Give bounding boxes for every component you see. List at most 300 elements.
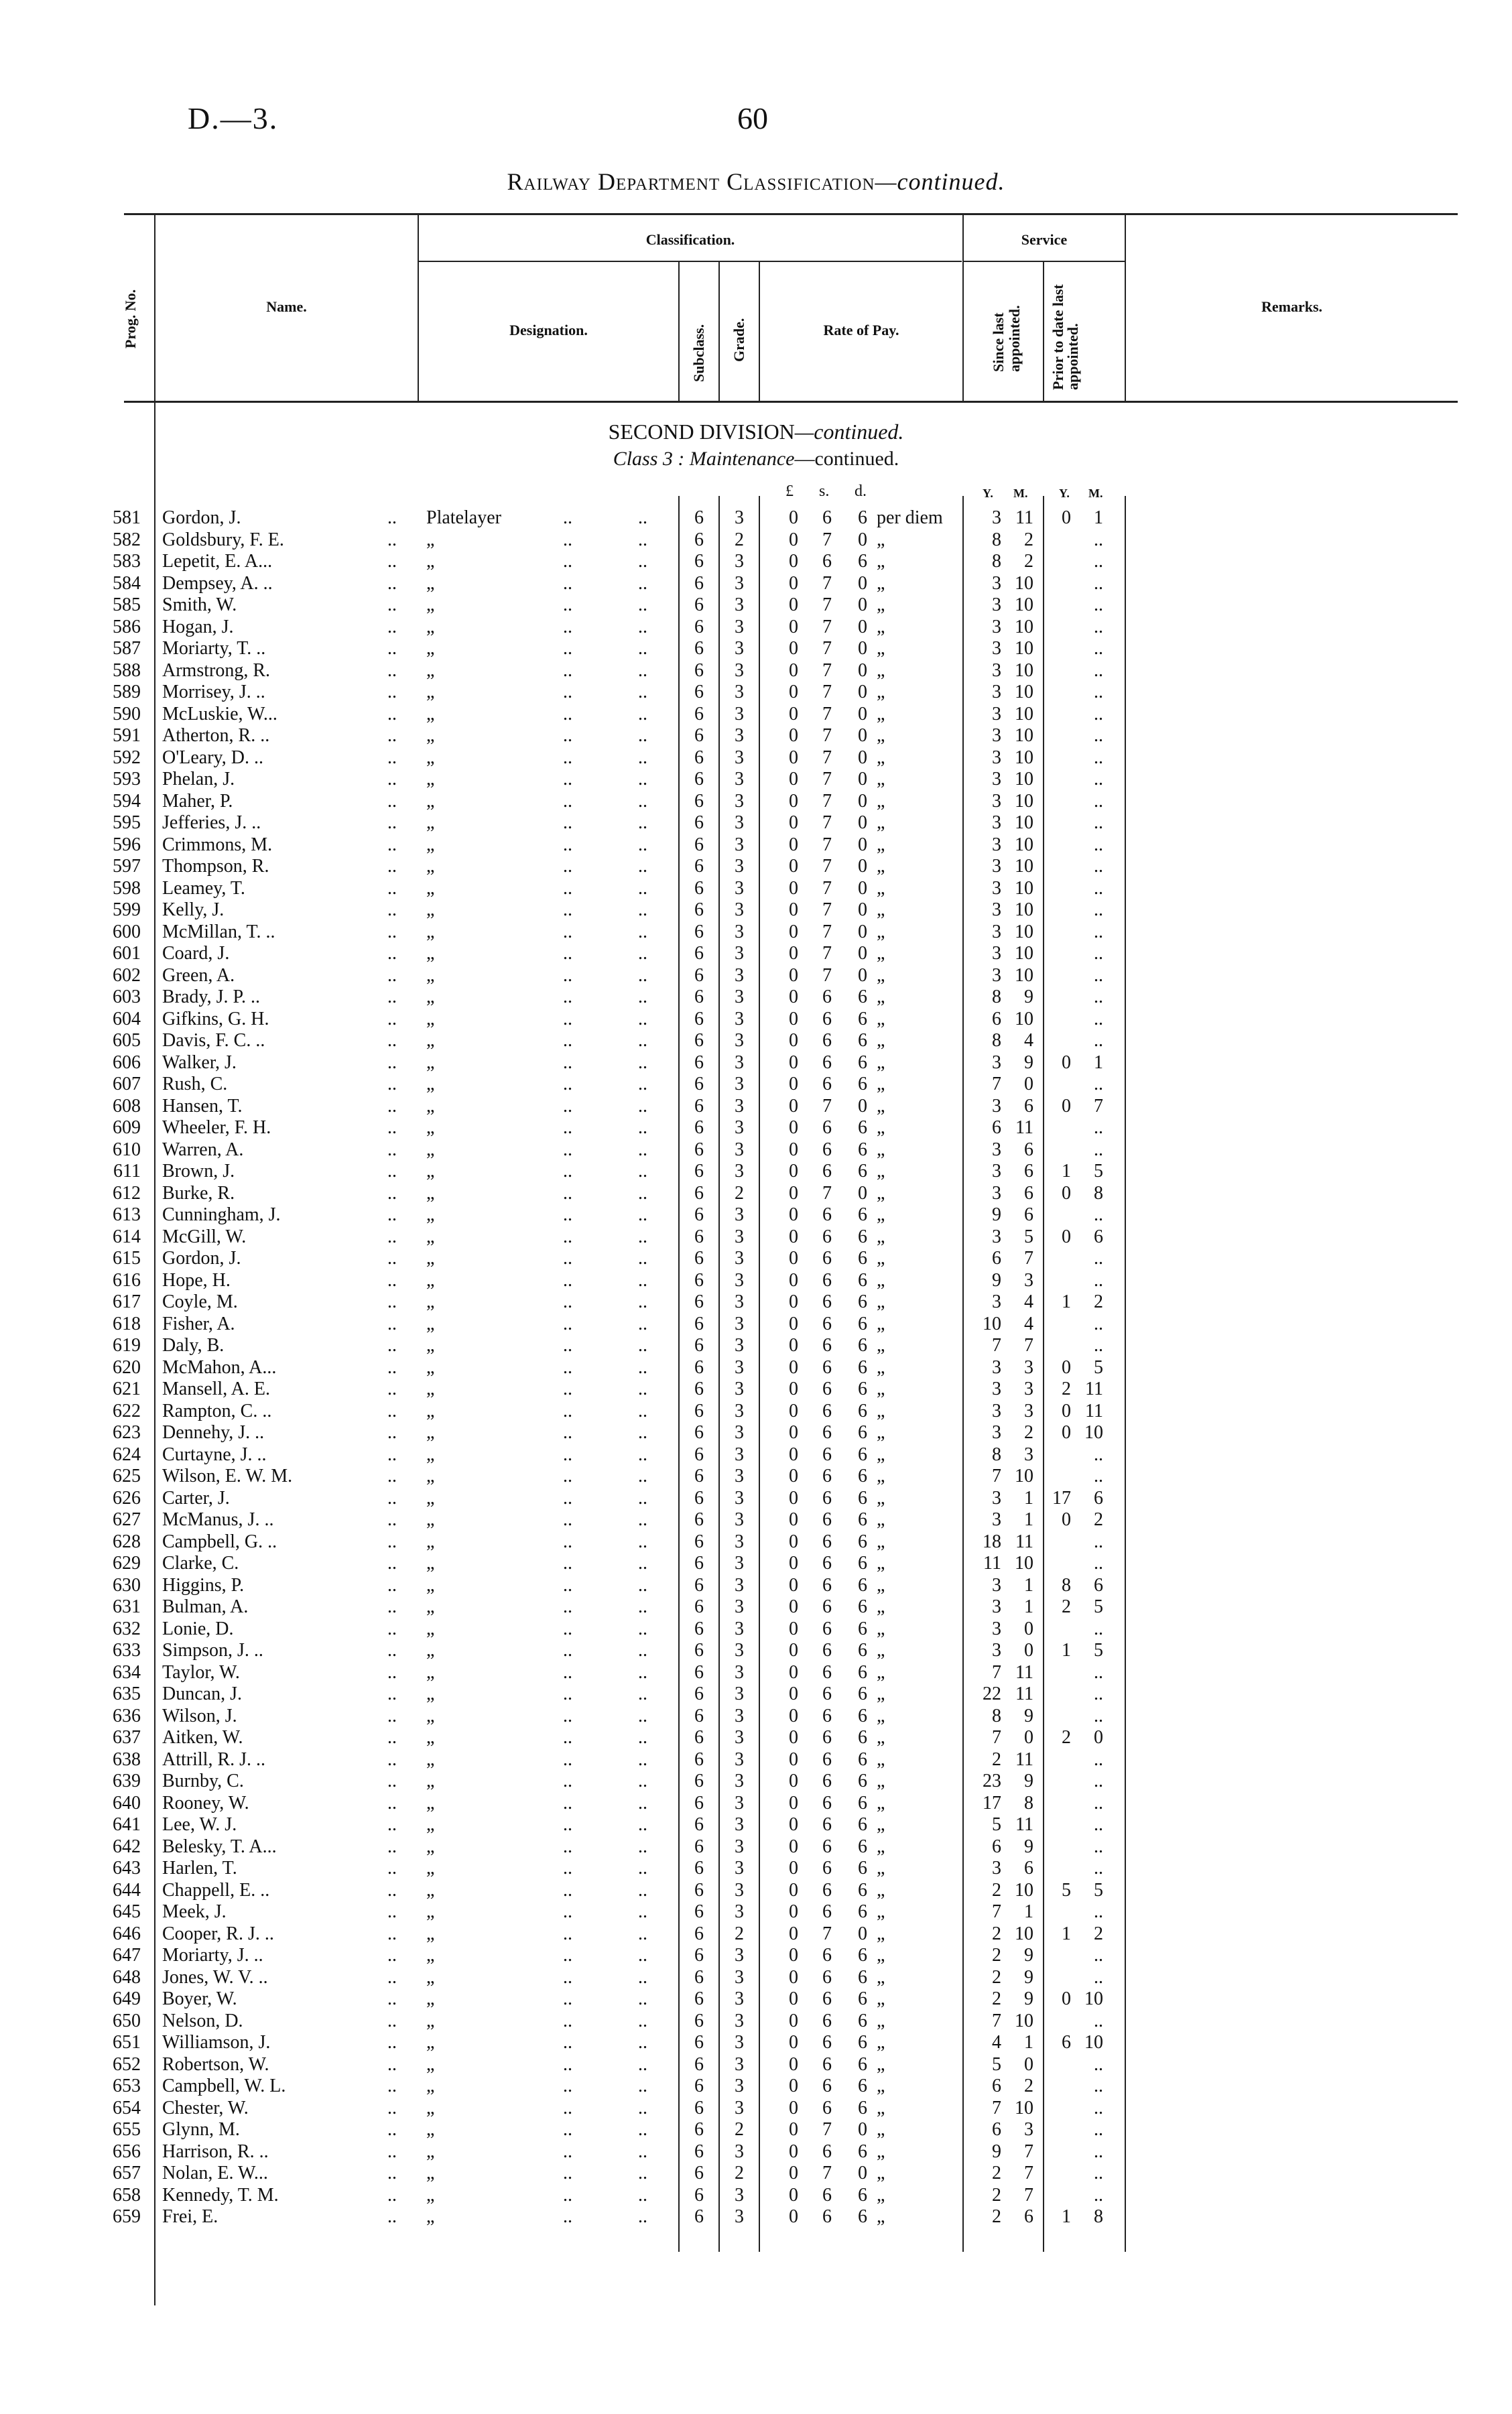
pay-pence: 6 — [858, 1684, 867, 1704]
leader-dots: .. — [387, 2206, 397, 2227]
prior-months: 6 — [1094, 1574, 1103, 1596]
table-row — [0, 1161, 1512, 1183]
pay-pounds: 0 — [789, 1792, 798, 1814]
table-row — [0, 573, 1512, 595]
leader-dots: .. — [563, 1095, 572, 1117]
leader-dots: .. — [387, 2141, 397, 2162]
pay-shillings: 6 — [822, 1400, 832, 1421]
subclass: 6 — [694, 1313, 704, 1334]
leader-dots: .. — [387, 812, 397, 833]
leader-dots: .. — [563, 1901, 572, 1922]
since-months: 11 — [1015, 1531, 1033, 1552]
pay-unit: „ — [877, 2119, 885, 2140]
pay-pounds: 0 — [789, 790, 798, 812]
leader-dots: .. — [638, 1749, 647, 1770]
staff-name: Dennehy, J. .. — [162, 1422, 265, 1443]
leader-dots: .. — [387, 834, 397, 855]
prog-number: 593 — [113, 769, 141, 789]
pay-unit: „ — [877, 1705, 885, 1726]
pay-pence: 6 — [858, 1487, 867, 1509]
subclass: 6 — [694, 2097, 704, 2118]
prior-months: .. — [1094, 964, 1103, 986]
pay-unit: „ — [877, 529, 885, 550]
grade: 3 — [735, 2184, 744, 2206]
since-months: 3 — [1024, 1400, 1033, 1421]
leader-dots: .. — [638, 1182, 647, 1204]
pay-unit: „ — [877, 1727, 885, 1748]
pay-unit: „ — [877, 1988, 885, 2009]
subclass: 6 — [694, 1052, 704, 1073]
staff-name: Davis, F. C. .. — [162, 1030, 265, 1051]
since-months: 0 — [1024, 1074, 1033, 1094]
leader-dots: .. — [638, 682, 647, 702]
pay-pence: 0 — [858, 769, 867, 789]
designation: „ — [426, 594, 435, 615]
prior-years: 0 — [1062, 1356, 1071, 1378]
leader-dots: .. — [387, 1356, 397, 1378]
leader-dots: .. — [638, 964, 647, 986]
pay-pounds: 0 — [789, 1858, 798, 1879]
subclass: 6 — [694, 856, 704, 877]
since-months: 10 — [1015, 812, 1033, 833]
pay-pounds: 0 — [789, 834, 798, 855]
division-name: SECOND DIVISION — [608, 420, 795, 444]
prog-number: 659 — [113, 2206, 141, 2227]
since-years: 3 — [992, 1379, 1001, 1399]
leader-dots: .. — [387, 1422, 397, 1443]
leader-dots: .. — [563, 2053, 572, 2075]
table-row — [0, 878, 1512, 900]
pay-shillings: 7 — [822, 943, 832, 964]
subclass: 6 — [694, 551, 704, 572]
subclass: 6 — [694, 812, 704, 833]
prior-months: .. — [1094, 2097, 1103, 2118]
leader-dots: .. — [387, 790, 397, 812]
prog-number: 652 — [113, 2053, 141, 2075]
leader-dots: .. — [563, 790, 572, 812]
table-row — [0, 834, 1512, 856]
subclass: 6 — [694, 1139, 704, 1160]
since-months: 10 — [1015, 899, 1033, 920]
staff-name: Duncan, J. — [162, 1684, 242, 1704]
leader-dots: .. — [638, 1836, 647, 1857]
pay-pence: 0 — [858, 834, 867, 855]
prog-number: 615 — [113, 1248, 141, 1269]
since-years: 8 — [992, 987, 1001, 1007]
since-months: 1 — [1024, 1596, 1033, 1617]
grade: 2 — [735, 2163, 744, 2183]
since-months: 4 — [1024, 1291, 1033, 1312]
subclass: 6 — [694, 1444, 704, 1465]
pay-shillings: 6 — [822, 2184, 832, 2206]
unit-months-prior: M. — [1088, 487, 1103, 500]
pay-pence: 6 — [858, 1727, 867, 1748]
since-years: 3 — [992, 856, 1001, 877]
pay-pence: 6 — [858, 2076, 867, 2096]
since-years: 22 — [983, 1684, 1001, 1704]
leader-dots: .. — [387, 1139, 397, 1160]
leader-dots: .. — [387, 551, 397, 572]
pay-pence: 6 — [858, 1574, 867, 1596]
grade: 3 — [735, 2206, 744, 2227]
prior-months: .. — [1094, 1858, 1103, 1879]
prior-years: 17 — [1052, 1487, 1071, 1509]
prior-years: 1 — [1062, 1291, 1071, 1312]
pay-shillings: 6 — [822, 1879, 832, 1901]
since-months: 9 — [1024, 1836, 1033, 1857]
leader-dots: .. — [387, 1596, 397, 1617]
since-months: 7 — [1024, 2163, 1033, 2183]
grade: 3 — [735, 877, 744, 899]
leader-dots: .. — [638, 551, 647, 572]
pay-pence: 0 — [858, 594, 867, 615]
table-row — [0, 1291, 1512, 1314]
table-row — [0, 2206, 1512, 2228]
pay-pounds: 0 — [789, 2076, 798, 2096]
leader-dots: .. — [387, 1466, 397, 1486]
pay-shillings: 7 — [822, 725, 832, 746]
staff-name: Nolan, E. W... — [162, 2163, 268, 2183]
pay-unit: „ — [877, 1661, 885, 1683]
prior-months: 6 — [1094, 1226, 1103, 1247]
pay-unit: „ — [877, 2053, 885, 2075]
pay-shillings: 7 — [822, 682, 832, 702]
staff-name: Brown, J. — [162, 1161, 235, 1182]
since-years: 18 — [983, 1531, 1001, 1552]
subclass: 6 — [694, 2141, 704, 2162]
pay-pounds: 0 — [789, 638, 798, 659]
since-years: 3 — [992, 834, 1001, 855]
table-row — [0, 2011, 1512, 2033]
table-row — [0, 507, 1512, 529]
leader-dots: .. — [563, 899, 572, 920]
leader-dots: .. — [563, 2032, 572, 2053]
prior-months: .. — [1094, 1836, 1103, 1857]
subclass: 6 — [694, 1923, 704, 1944]
designation: „ — [426, 1161, 435, 1182]
leader-dots: .. — [638, 2097, 647, 2118]
leader-dots: .. — [387, 964, 397, 986]
pay-pence: 6 — [858, 2206, 867, 2227]
prior-months: .. — [1094, 1204, 1103, 1225]
pay-pence: 0 — [858, 2163, 867, 2183]
staff-name: Cunningham, J. — [162, 1204, 281, 1225]
grade: 3 — [735, 769, 744, 789]
prior-months: .. — [1094, 616, 1103, 637]
table-row — [0, 1379, 1512, 1401]
pay-shillings: 6 — [822, 2141, 832, 2162]
since-years: 6 — [992, 1248, 1001, 1269]
since-years: 2 — [992, 2184, 1001, 2206]
table-row — [0, 769, 1512, 791]
prog-number: 597 — [113, 856, 141, 877]
pay-pounds: 0 — [789, 1727, 798, 1748]
prog-number: 618 — [113, 1313, 141, 1334]
pay-shillings: 6 — [822, 1618, 832, 1639]
pay-unit: „ — [877, 987, 885, 1007]
grade: 3 — [735, 572, 744, 594]
pay-pounds: 0 — [789, 725, 798, 746]
pay-pence: 6 — [858, 1466, 867, 1486]
since-months: 9 — [1024, 1771, 1033, 1791]
leader-dots: .. — [563, 812, 572, 833]
since-months: 6 — [1024, 1095, 1033, 1117]
leader-dots: .. — [387, 2053, 397, 2075]
prior-months: 2 — [1094, 1923, 1103, 1944]
leader-dots: .. — [563, 2076, 572, 2096]
designation: „ — [426, 551, 435, 572]
pay-shillings: 6 — [822, 2010, 832, 2031]
pay-unit: „ — [877, 2163, 885, 2183]
prog-number: 617 — [113, 1291, 141, 1312]
header-bottom-rule — [124, 401, 1458, 403]
pay-shillings: 6 — [822, 2097, 832, 2118]
unit-pound: £ — [785, 483, 794, 500]
designation: „ — [426, 1400, 435, 1421]
prog-number: 596 — [113, 834, 141, 855]
designation: „ — [426, 1139, 435, 1160]
header-subclass: Subclass. — [690, 324, 707, 382]
designation: „ — [426, 1030, 435, 1051]
prog-number: 638 — [113, 1749, 141, 1770]
pay-pounds: 0 — [789, 1618, 798, 1639]
table-row — [0, 1204, 1512, 1226]
subclass: 6 — [694, 1269, 704, 1291]
subclass: 6 — [694, 1901, 704, 1922]
pay-shillings: 6 — [822, 1008, 832, 1029]
since-months: 2 — [1024, 529, 1033, 550]
since-years: 3 — [992, 1052, 1001, 1073]
pay-pence: 6 — [858, 1269, 867, 1291]
leader-dots: .. — [387, 1487, 397, 1509]
since-months: 10 — [1015, 1008, 1033, 1029]
subclass: 6 — [694, 2053, 704, 2075]
grade: 3 — [735, 1858, 744, 1879]
leader-dots: .. — [638, 529, 647, 550]
prog-number: 621 — [113, 1379, 141, 1399]
since-years: 3 — [992, 1291, 1001, 1312]
prog-number: 612 — [113, 1182, 141, 1204]
pay-shillings: 6 — [822, 1487, 832, 1509]
leader-dots: .. — [387, 921, 397, 942]
since-years: 8 — [992, 1444, 1001, 1465]
unit-months: M. — [1013, 487, 1028, 500]
subclass: 6 — [694, 943, 704, 964]
leader-dots: .. — [387, 1052, 397, 1073]
pay-unit: „ — [877, 856, 885, 877]
designation: „ — [426, 1291, 435, 1312]
prior-months: .. — [1094, 1618, 1103, 1639]
pay-pence: 0 — [858, 747, 867, 768]
table-row — [0, 1422, 1512, 1444]
designation: „ — [426, 1705, 435, 1726]
since-months: 7 — [1024, 2184, 1033, 2206]
prog-number: 641 — [113, 1814, 141, 1835]
prior-years: 1 — [1062, 1923, 1071, 1944]
leader-dots: .. — [563, 1945, 572, 1966]
pay-pence: 6 — [858, 507, 867, 528]
pay-unit: „ — [877, 1836, 885, 1857]
pay-pence: 6 — [858, 2053, 867, 2075]
pay-shillings: 6 — [822, 1161, 832, 1182]
pay-pence: 6 — [858, 1204, 867, 1225]
staff-name: Maher, P. — [162, 790, 233, 812]
pay-shillings: 7 — [822, 572, 832, 594]
pay-shillings: 6 — [822, 2206, 832, 2227]
leader-dots: .. — [387, 1988, 397, 2009]
table-row — [0, 1945, 1512, 1967]
since-months: 10 — [1015, 1466, 1033, 1486]
designation: „ — [426, 529, 435, 550]
grade: 3 — [735, 1771, 744, 1791]
leader-dots: .. — [387, 1858, 397, 1879]
leader-dots: .. — [563, 1684, 572, 1704]
table-row — [0, 1553, 1512, 1575]
since-years: 3 — [992, 725, 1001, 746]
grade: 3 — [735, 1204, 744, 1225]
leader-dots: .. — [387, 1313, 397, 1334]
unit-years-prior: Y. — [1059, 487, 1070, 500]
pay-unit: „ — [877, 1509, 885, 1530]
staff-name: Curtayne, J. .. — [162, 1444, 267, 1465]
pay-shillings: 6 — [822, 1966, 832, 1988]
pay-pounds: 0 — [789, 1030, 798, 1051]
pay-pence: 6 — [858, 2141, 867, 2162]
since-months: 2 — [1024, 1422, 1033, 1443]
pay-pence: 6 — [858, 1226, 867, 1247]
grade: 3 — [735, 1596, 744, 1617]
pay-pence: 0 — [858, 921, 867, 942]
since-months: 10 — [1015, 747, 1033, 768]
pay-pounds: 0 — [789, 572, 798, 594]
table-row — [0, 704, 1512, 726]
staff-name: Wilson, J. — [162, 1705, 237, 1726]
staff-name: Harrison, R. .. — [162, 2141, 269, 2162]
leader-dots: .. — [638, 572, 647, 594]
since-years: 6 — [992, 1117, 1001, 1138]
subclass: 6 — [694, 2032, 704, 2053]
grade: 3 — [735, 899, 744, 920]
prior-months: .. — [1094, 943, 1103, 964]
pay-pence: 0 — [858, 964, 867, 986]
leader-dots: .. — [638, 1945, 647, 1966]
grade: 3 — [735, 659, 744, 681]
pay-shillings: 7 — [822, 856, 832, 877]
pay-unit: „ — [877, 964, 885, 986]
pay-unit: „ — [877, 812, 885, 833]
grade: 3 — [735, 1553, 744, 1574]
pay-shillings: 7 — [822, 964, 832, 986]
leader-dots: .. — [387, 572, 397, 594]
leader-dots: .. — [563, 1879, 572, 1901]
table-row — [0, 1575, 1512, 1597]
leader-dots: .. — [638, 1269, 647, 1291]
header-grade: Grade. — [731, 318, 747, 362]
table-row — [0, 1988, 1512, 2011]
leader-dots: .. — [638, 1487, 647, 1509]
pay-unit: „ — [877, 1269, 885, 1291]
pay-shillings: 6 — [822, 1074, 832, 1094]
pay-pounds: 0 — [789, 2053, 798, 2075]
subclass: 6 — [694, 1182, 704, 1204]
prog-number: 650 — [113, 2010, 141, 2031]
since-years: 2 — [992, 2206, 1001, 2227]
leader-dots: .. — [563, 1792, 572, 1814]
prior-months: .. — [1094, 769, 1103, 789]
pay-unit: „ — [877, 1574, 885, 1596]
col-rule-since — [1043, 262, 1044, 402]
leader-dots: .. — [387, 1204, 397, 1225]
pay-pence: 6 — [858, 1836, 867, 1857]
pay-unit: „ — [877, 2141, 885, 2162]
leader-dots: .. — [638, 2119, 647, 2140]
pay-pence: 6 — [858, 1596, 867, 1617]
since-months: 11 — [1015, 1661, 1033, 1683]
pay-unit: „ — [877, 2076, 885, 2096]
leader-dots: .. — [563, 1052, 572, 1073]
prior-months: .. — [1094, 987, 1103, 1007]
pay-pence: 6 — [858, 1966, 867, 1988]
prog-number: 625 — [113, 1466, 141, 1486]
prior-months: 0 — [1094, 1727, 1103, 1748]
subclass: 6 — [694, 703, 704, 724]
prog-number: 623 — [113, 1422, 141, 1443]
staff-name: Burnby, C. — [162, 1771, 244, 1791]
since-years: 9 — [992, 1204, 1001, 1225]
since-months: 10 — [1015, 616, 1033, 637]
since-months: 0 — [1024, 1618, 1033, 1639]
designation: „ — [426, 812, 435, 833]
designation: „ — [426, 1814, 435, 1835]
table-row — [0, 660, 1512, 682]
prog-number: 599 — [113, 899, 141, 920]
leader-dots: .. — [638, 1684, 647, 1704]
table-row — [0, 1749, 1512, 1771]
leader-dots: .. — [563, 1618, 572, 1639]
pay-unit: „ — [877, 1379, 885, 1399]
prog-number: 628 — [113, 1531, 141, 1552]
pay-pence: 6 — [858, 1030, 867, 1051]
pay-shillings: 7 — [822, 594, 832, 615]
prior-months: .. — [1094, 1901, 1103, 1922]
pay-pounds: 0 — [789, 1661, 798, 1683]
prior-months: 11 — [1085, 1379, 1103, 1399]
pay-pence: 0 — [858, 899, 867, 920]
header-classification: Classification. — [645, 231, 735, 248]
leader-dots: .. — [638, 1661, 647, 1683]
prog-number: 644 — [113, 1879, 141, 1901]
pay-pence: 6 — [858, 1291, 867, 1312]
prog-number: 587 — [113, 638, 141, 659]
pay-pence: 6 — [858, 1444, 867, 1465]
table-row — [0, 1488, 1512, 1510]
leader-dots: .. — [638, 856, 647, 877]
pay-pounds: 0 — [789, 703, 798, 724]
prior-months: 5 — [1094, 1356, 1103, 1378]
leader-dots: .. — [638, 1901, 647, 1922]
subclass: 6 — [694, 1749, 704, 1770]
service-rule — [964, 261, 1125, 262]
leader-dots: .. — [563, 1531, 572, 1552]
table-row — [0, 1706, 1512, 1728]
class-title — [0, 448, 1512, 470]
table-row — [0, 1270, 1512, 1292]
prior-months: .. — [1094, 856, 1103, 877]
prior-months: .. — [1094, 899, 1103, 920]
prog-number: 649 — [113, 1988, 141, 2009]
pay-pence: 0 — [858, 725, 867, 746]
unit-pence: d. — [855, 483, 867, 500]
